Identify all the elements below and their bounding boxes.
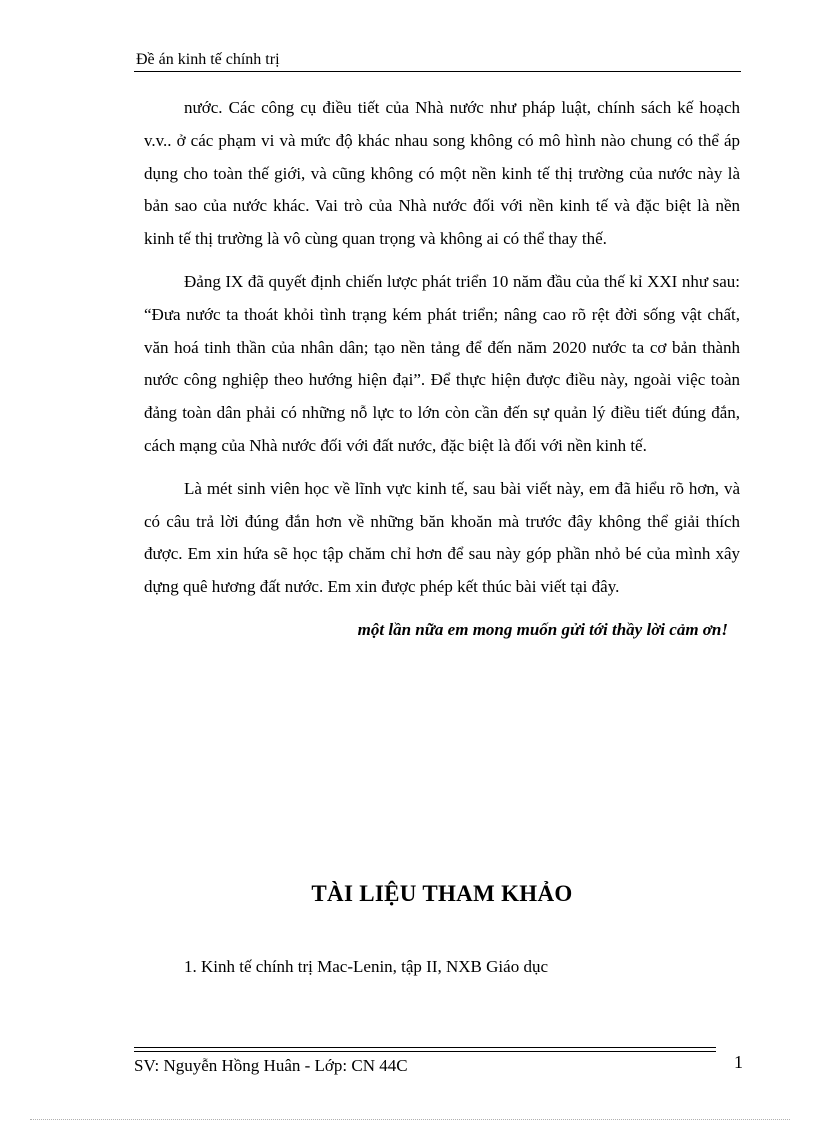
paragraph-2: Đảng IX đã quyết định chiến lược phát triển 10 năm đầu của thế kỉ XXI như sau: “Đưa nước ta thoát khỏi tình trạng kém phát triển; nâng cao rõ rệt đời sống vật chất, văn hoá tinh thần của nhân dân; tạo nền tảng để đến năm 2020 nước ta cơ bản thành nước công nghiệp theo hướng hiện đại”. Để thực hiện được điều này, ngoài việc toàn đảng toàn dân phải có những nỗ lực to lớn còn cần đến sự quản lý điều tiết đúng đắn, cách mạng của Nhà nước đối với đất nước, đặc biệt là đối với nền kinh tế. <box>144 271 740 455</box>
footer-student-info: SV: Nguyễn Hồng Huân - Lớp: CN 44C <box>134 1056 408 1075</box>
paragraph-3: Là mét sinh viên học về lĩnh vực kinh tế, sau bài viết này, em đã hiểu rõ hơn, và có câu trả lời đúng đắn hơn về những băn khoăn mà trước đây không thể giải thích được. Em xin hứa sẽ học tập chăm chỉ hơn để sau này góp phần nhỏ bé của mình xây dựng quê hương đất nước. Em xin được phép kết thúc bài viết tại đây. <box>144 478 740 597</box>
page-number: 1 <box>734 1052 743 1072</box>
footer-divider-bottom <box>134 1051 716 1052</box>
header-divider <box>134 71 741 72</box>
paragraph-1: nước. Các công cụ điều tiết của Nhà nước như pháp luật, chính sách kế hoạch v.v.. ở các phạm vi và mức độ khác nhau song không có mô hình nào chung có thể áp dụng cho toàn thế giới, và cũng không có một nền kinh tế thị trường của nước này là bản sao của nước khác. Vai trò của Nhà nước đối với nền kinh tế và đặc biệt là nền kinh tế thị trường là vô cùng quan trọng và không ai có thể thay thế. <box>144 98 740 249</box>
closing-thanks: một lần nữa em mong muốn gửi tới thầy lời cảm ơn! <box>357 619 728 639</box>
footer-divider-top <box>134 1047 716 1048</box>
reference-item-1: 1. Kinh tế chính trị Mac-Lenin, tập II, NXB Giáo dục <box>184 957 548 976</box>
page-bottom-edge <box>30 1119 790 1120</box>
body-text <box>144 92 740 646</box>
page-header-title: Đề án kinh tế chính trị <box>136 51 280 68</box>
references-heading: TÀI LIỆU THAM KHẢO <box>311 881 573 906</box>
